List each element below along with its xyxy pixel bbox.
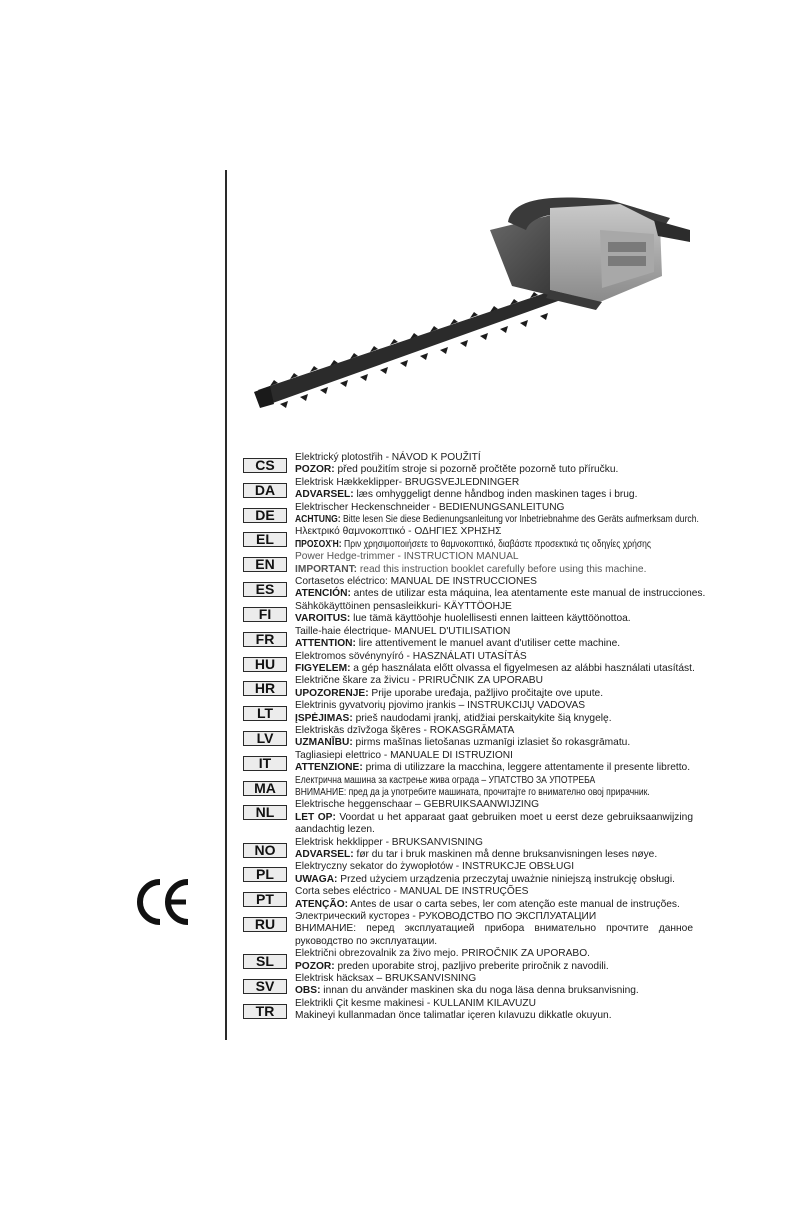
warning-label: UPOZORENJE: [295,687,369,699]
language-entry-sv [243,973,693,998]
manual-title: Ηλεκτρικό θαμνοκοπτικό - ΟΔΗΓΙΕΣ ΧΡΗΣΗΣ [295,526,502,538]
warning-label: UZMANĪBU: [295,737,353,749]
warning-text: Makineyi kullanmadan önce talimatlar içeren kılavuzu dikkatle okuyun. [295,1010,612,1022]
warning-line [295,762,693,774]
warning-text: innan du använder maskinen ska du noga läsa denna bruksanvisning. [320,985,639,997]
warning-line [295,539,693,551]
manual-title: Elektromos sövénynyíró - HASZNÁLATI UTASÍTÁS [295,650,527,662]
manual-title: Elektrisk hekklipper - BRUKSANVISNING [295,836,483,848]
warning-text: Prije uporabe uređaja, pažljivo pročitajte ove upute. [368,687,604,699]
warning-text: ВНИМАНИЕ: перед эксплуатацией прибора внимательно прочтите данное руководство по эксплуатации. [295,923,693,947]
warning-label: ADVARSEL: [295,849,354,860]
vertical-divider [225,170,227,1040]
warning-line [295,812,693,837]
manual-title: Elektriskās dzīvžoga šķēres - ROKASGRĀMATA [295,724,515,736]
manual-title: Tagliasiepi elettrico - MANUALE DI ISTRUZIONI [295,749,513,761]
manual-title: Elektrische heggenschaar – GEBRUIKSAANWIJZING [295,799,540,811]
warning-text: prima di utilizzare la macchina, leggere attentamente il presente libretto. [362,762,691,774]
manual-title: Cortasetos eléctrico: MANUAL DE INSTRUCCIONES [295,576,537,588]
manual-title: Električne škare za živicu - PRIRUČNIK ZA UPORABU [295,675,543,687]
warning-text: a gép használata előtt olvassa el figyelmesen az alábbi használati utasítást. [350,662,695,674]
warning-label: ATTENZIONE: [295,762,363,774]
warning-label: ĮSPĖJIMAS: [295,712,353,724]
warning-text: læs omhyggeligt denne håndbog inden maskinen tages i brug. [353,489,638,501]
warning-text: lire attentivement le manuel avant d'utiliser cette machine. [355,638,621,650]
language-code-badge: PL [243,867,287,882]
manual-title: Elektrischer Heckenschneider - BEDIENUNGSANLEITUNG [295,501,565,513]
warning-label: IMPORTANT: [295,563,358,575]
language-code-badge: NO [243,843,287,858]
warning-line [295,663,693,675]
language-entry-pt [243,886,693,911]
warning-line [295,923,693,948]
language-code-badge: LV [243,731,287,746]
manual-title [295,775,693,787]
warning-label: VAROITUS: [295,613,351,625]
warning-text: lue tämä käyttöohje huolellisesti ennen laitteen käyttöönottoa. [350,613,631,625]
language-entry-lv [243,725,693,750]
language-entry-da [243,477,693,502]
warning-line [295,1010,693,1022]
warning-label: ATENÇÃO: [295,898,349,910]
warning-label: ATTENTION: [295,638,356,650]
language-entry-hu [243,651,693,676]
language-code-badge: PT [243,892,287,907]
language-code-badge: DE [243,508,287,523]
warning-line [295,737,693,749]
warning-text: před použitím stroje si pozorně pročtěte pozorně tuto příručku. [334,464,619,476]
warning-line [295,985,693,997]
warning-line [295,588,706,600]
warning-line [295,464,693,476]
warning-line [295,961,693,973]
language-code-badge: DA [243,483,287,498]
language-entry-fr [243,626,693,651]
warning-label: ATENCIÓN: [295,588,351,600]
warning-text: preden uporabite stroj, pazljivo preberite priročnik z navodili. [334,960,609,972]
manual-title: Power Hedge-trimmer - INSTRUCTION MANUAL [295,551,519,563]
language-entry-ma [243,775,693,800]
warning-label: UWAGA: [295,873,338,885]
manual-title: Электрический кусторез - РУКОВОДСТВО ПО ЭКСПЛУАТАЦИИ [295,911,597,923]
warning-line [295,787,693,799]
language-code-badge: TR [243,1004,287,1019]
warning-line [295,713,693,725]
language-entry-en [243,551,693,576]
manual-title: Električni obrezovalnik za živo mejo. PRIROČNIK ZA UPORABO. [295,948,590,960]
manual-title: Corta sebes eléctrico - MANUAL DE INSTRUÇÕES [295,886,529,898]
language-code-badge: SV [243,979,287,994]
warning-label: LET OP: [295,811,336,823]
warning-text: Voordat u het apparaat gaat gebruiken moet u eerst deze gebruiksaanwijzing aandachtig lezen. [295,811,693,836]
warning-text: read this instruction booklet carefully before using this machine. [357,563,647,575]
warning-text: Antes de usar o carta sebes, ler com atenção este manual de instruções. [348,898,680,910]
language-entry-de [243,501,699,527]
hedge-trimmer-illustration [250,190,690,420]
language-entry-no [243,837,693,862]
language-code-badge: SL [243,954,287,969]
warning-line [295,514,699,526]
language-entry-pl [243,861,693,886]
language-code-badge: CS [243,458,287,473]
warning-label: ACHTUNG: [295,514,341,526]
manual-title: Elektrisk häcksax – BRUKSANVISNING [295,973,477,985]
manual-title: Elektrisk Hækkeklipper- BRUGSVEJLEDNINGER [295,476,520,488]
warning-line [295,899,693,911]
language-entry-nl [243,799,693,836]
language-entry-lt [243,700,693,725]
warning-label: POZOR: [295,960,335,972]
manual-title: Elektrický plotostřih - NÁVOD K POUŽITÍ [295,452,481,463]
language-code-badge: LT [243,706,287,721]
warning-label: ΠΡΟΣΟΧΉ: [295,538,342,550]
warning-line [295,638,693,650]
warning-label: ADVARSEL: [295,489,354,501]
warning-text: prieš naudodami įrankį, atidžiai perskaitykite šią knygelę. [352,712,612,724]
warning-label: OBS: [295,985,321,997]
warning-text: antes de utilizar esta máquina, lea atentamente este manual de instrucciones. [350,588,706,600]
language-entry-fi [243,601,693,626]
language-entry-ru [243,911,693,948]
warning-label: FIGYELEM: [295,662,351,674]
warning-text: før du tar i bruk maskinen må denne bruksanvisningen leses nøye. [353,849,658,860]
language-list [243,452,706,1023]
language-code-badge: FR [243,632,287,647]
warning-line [295,688,693,700]
warning-label: POZOR: [295,464,335,476]
manual-title-text: Електрична машина за кастрење жива ограда – УПАТСТВО ЗА УПОТРЕБА [295,774,596,786]
language-entry-el [243,526,693,551]
language-entry-it [243,750,693,775]
manual-title: Elektryczny sekator do żywopłotów - INSTRUKCJE OBSŁUGI [295,861,575,873]
language-code-badge: HU [243,657,287,672]
manual-title: Elektrinis gyvatvorių pjovimo įrankis – INSTRUKCIJŲ VADOVAS [295,700,586,712]
language-code-badge: ES [243,582,287,597]
language-code-badge: IT [243,756,287,771]
warning-line [295,613,693,625]
manual-title: Taille-haie électrique- MANUEL D'UTILISATION [295,625,511,637]
warning-line [295,564,693,576]
warning-text: ВНИМАНИЕ: пред да ја употребите машината, прочитајте го внимателно овој прирачник. [295,786,650,798]
warning-line [295,489,693,501]
warning-text: pirms mašīnas lietošanas uzmanīgi izlasiet šo rokasgrāmatu. [352,737,631,749]
manual-title: Elektrikli Çit kesme makinesi - KULLANIM KILAVUZU [295,997,536,1009]
language-code-badge: NL [243,805,287,820]
language-entry-es [243,576,706,601]
language-entry-sl [243,948,693,973]
language-entry-cs [243,452,693,477]
manual-title: Sähkökäyttöinen pensasleikkuri- KÄYTTÖOHJE [295,600,512,612]
warning-line [295,874,693,886]
language-code-badge: HR [243,681,287,696]
language-entry-hr [243,675,693,700]
warning-line [295,849,693,861]
language-code-badge: EN [243,557,287,572]
language-code-badge: MA [243,781,287,796]
warning-text: Πριν χρησιμοποιήσετε το θαμνοκοπτικό, διαβάστε προσεκτικά τις οδηγίες χρήσης [341,538,652,550]
warning-text: Przed użyciem urządzenia przeczytaj uważnie niniejszą instrukcję obsługi. [337,873,675,885]
language-code-badge: FI [243,607,287,622]
warning-text: Bitte lesen Sie diese Bedienungsanleitung vor Inbetriebnahme des Geräts aufmerksam durch. [340,514,699,526]
language-entry-tr [243,998,693,1023]
ce-mark-logo [136,878,192,926]
language-code-badge: EL [243,532,287,547]
language-code-badge: RU [243,917,287,932]
